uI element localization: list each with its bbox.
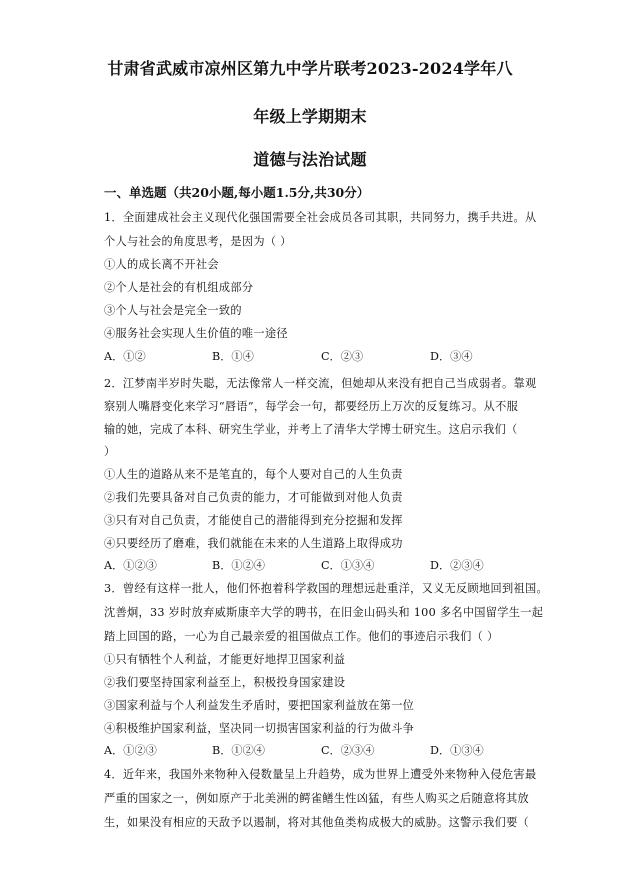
section-heading: 一、单选题（共20小题,每小题1.5分,共30分）: [104, 185, 370, 200]
option-d[interactable]: D．③④: [430, 350, 473, 363]
question-3-line: 3．曾经有这样一批人，他们怀抱着科学救国的理想远赴重洋，又义无反顾地回到祖国。: [104, 582, 548, 595]
question-3-line: 踏上回国的路，一心为自己最亲爱的祖国做点工作。他们的事迹启示我们（ ）: [104, 630, 499, 643]
question-4-line: 生，如果没有相应的天敌予以遏制，将对其他鱼类构成极大的威胁。这警示我们要（: [104, 816, 530, 829]
option-b[interactable]: B．①②④: [212, 744, 265, 757]
document-title-line-2: 年级上学期期末: [253, 107, 367, 126]
question-2-statement: ②我们先要具备对自己负责的能力，才可能做到对他人负责: [104, 491, 403, 504]
question-1-line: 个人与社会的角度思考，是因为（ ）: [104, 235, 292, 248]
question-3-statement: ④积极维护国家利益，坚决同一切损害国家利益的行为做斗争: [104, 722, 415, 735]
document-subtitle: 道德与法治试题: [253, 150, 367, 169]
question-3-line: 沈善炯，33 岁时放弃威斯康辛大学的聘书，在旧金山码头和 100 多名中国留学生一起: [104, 606, 544, 619]
question-1-statement: ④服务社会实现人生价值的唯一途径: [104, 327, 288, 340]
question-1-statement: ①人的成长离不开社会: [104, 258, 219, 271]
question-2-line: 察别人嘴唇变化来学习“唇语”，每学会一句，都要经历上万次的反复练习。从不服: [104, 400, 519, 413]
option-a[interactable]: A．①②③: [104, 559, 157, 572]
document-title-line-1: 甘肃省武威市凉州区第九中学片联考2023-2024学年八: [107, 59, 513, 78]
question-2-line: ）: [104, 445, 116, 458]
question-2-line: 2．江梦南半岁时失聪，无法像常人一样交流，但她却从来没有把自己当成弱者。靠观: [104, 377, 537, 390]
question-3-statement: ③国家利益与个人利益发生矛盾时，要把国家利益放在第一位: [104, 699, 415, 712]
question-4-line: 4．近年来，我国外来物种入侵数量呈上升趋势，成为世界上遭受外来物种入侵危害最: [104, 768, 537, 781]
question-1-statement: ②个人是社会的有机组成部分: [104, 281, 254, 294]
option-c[interactable]: C．①③④: [321, 559, 375, 572]
question-4-line: 严重的国家之一，例如原产于北美洲的鳄雀鳝生性凶猛，有些人购买之后随意将其放: [104, 792, 530, 805]
option-c[interactable]: C．②③: [321, 350, 364, 363]
option-d[interactable]: D．①③④: [430, 744, 484, 757]
question-2-statement: ①人生的道路从来不是笔直的，每个人要对自己的人生负责: [104, 468, 403, 481]
question-2-statement: ④只要经历了磨难，我们就能在未来的人生道路上取得成功: [104, 537, 403, 550]
question-1-line: 1．全面建成社会主义现代化强国需要全社会成员各司其职，共同努力，携手共进。从: [104, 211, 537, 224]
option-d[interactable]: D．②③④: [430, 559, 484, 572]
option-a[interactable]: A．①②: [104, 350, 146, 363]
question-3-statement: ②我们要坚持国家利益至上，积极投身国家建设: [104, 676, 346, 689]
question-2-statement: ③只有对自己负责，才能使自己的潜能得到充分挖掘和发挥: [104, 514, 403, 527]
option-c[interactable]: C．②③④: [321, 744, 375, 757]
question-2-line: 输的她，完成了本科、研究生学业，并考上了清华大学博士研究生。这启示我们（: [104, 423, 518, 436]
question-1-statement: ③个人与社会是完全一致的: [104, 304, 242, 317]
option-b[interactable]: B．①④: [212, 350, 254, 363]
question-3-statement: ①只有牺牲个人利益，才能更好地捍卫国家利益: [104, 653, 346, 666]
option-b[interactable]: B．①②④: [212, 559, 265, 572]
option-a[interactable]: A．①②③: [104, 744, 157, 757]
